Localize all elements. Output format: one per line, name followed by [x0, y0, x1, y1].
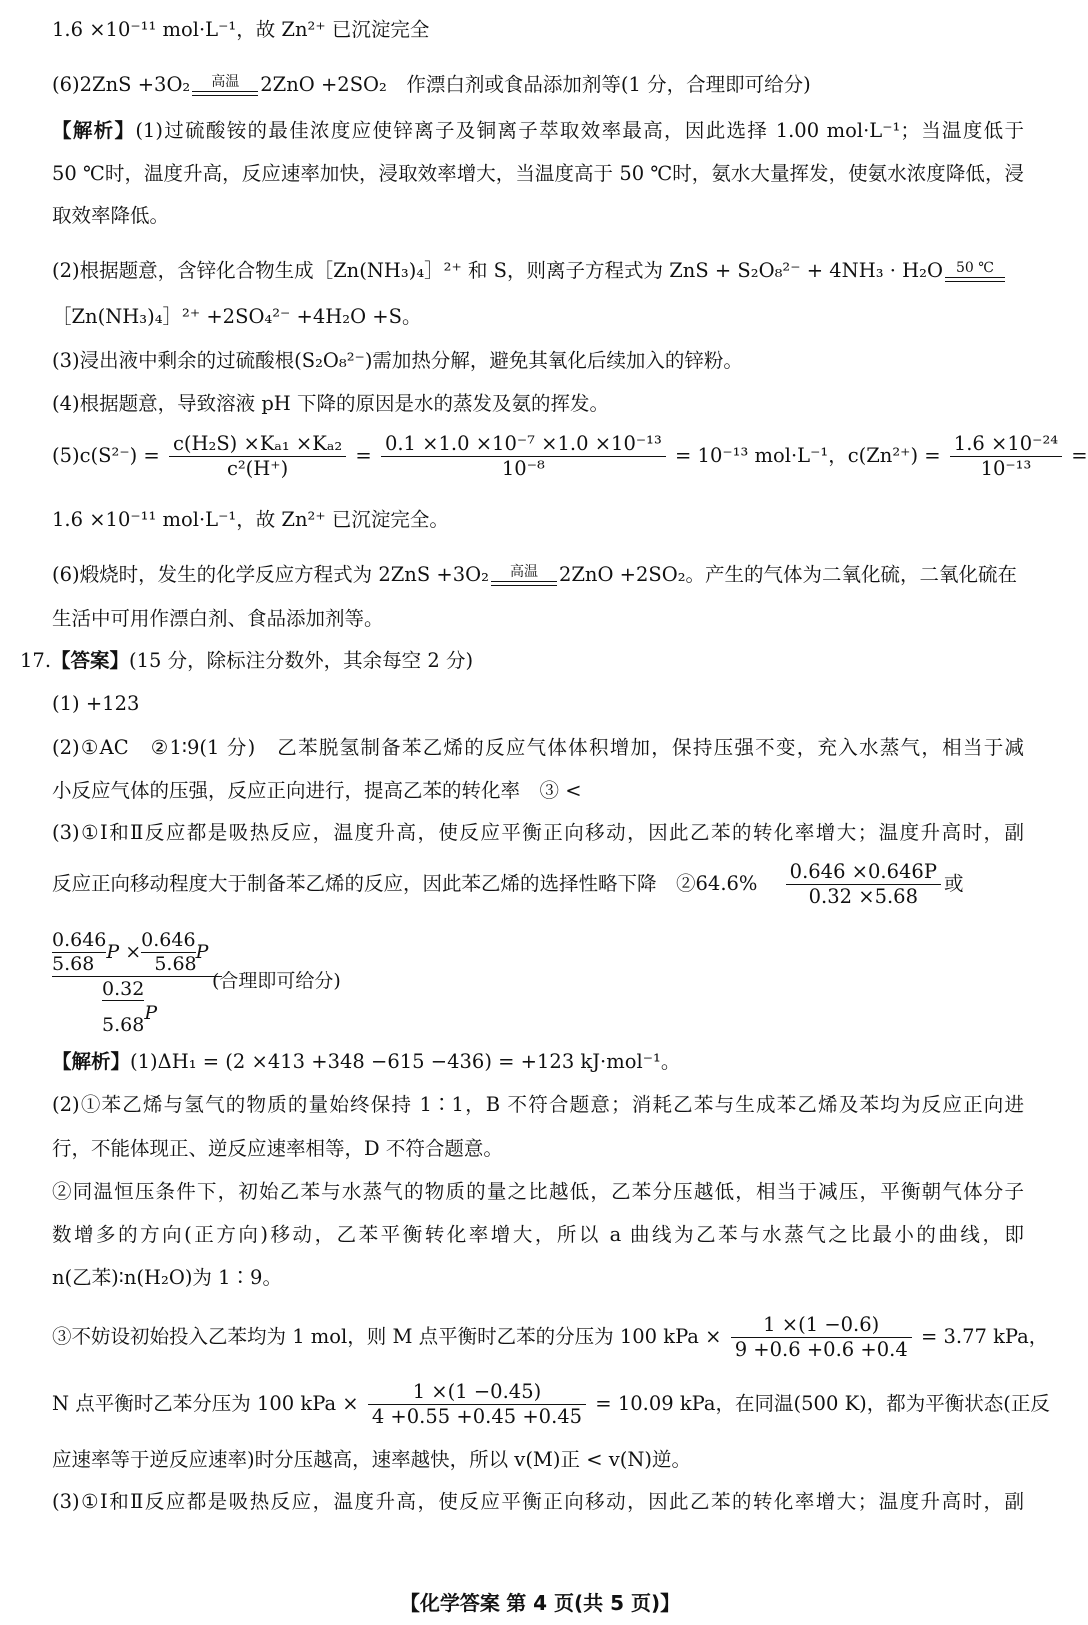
text-line: (3)浸出液中剩余的过硫酸根(S₂O₈²⁻)需加热分解，避免其氧化后续加入的锌粉。	[52, 349, 743, 372]
compound-fraction: 0.646P ×0.646P 5.68 5.68 0.32 5.68P (合理即可给分)	[52, 929, 341, 1036]
equation-line: (2)根据题意，含锌化合物生成［Zn(NH₃)₄］²⁺ 和 S，则离子方程式为 ZnS + S₂O₈²⁻ + 4NH₃ · H₂O 50 ℃	[52, 256, 1024, 286]
text-line: (2)①苯乙烯与氢气的物质的量始终保持 1∶1，B 不符合题意；消耗乙苯与生成苯乙烯及苯均为反应正向进	[52, 1093, 1024, 1116]
page-footer	[0, 1590, 1080, 1616]
text-line: 1.6 ×10⁻¹¹ mol·L⁻¹，故 Zn²⁺ 已沉淀完全。	[52, 508, 449, 531]
fraction: $\frac{1 \times(1 -0.45)}{4 +0.55 +0.45 +0.45}$	[368, 1380, 586, 1429]
equation-left: (6)2ZnS +3O₂	[52, 73, 191, 96]
text-line: 1.6 ×10⁻¹¹ mol·L⁻¹，故 Zn²⁺ 已沉淀完全	[52, 18, 430, 41]
text-line: 取效率降低。	[52, 204, 170, 227]
text-line: (1) +123	[52, 692, 140, 715]
note: (合理即可给分)	[212, 970, 341, 992]
text-line: (4)根据题意，导致溶液 pH 下降的原因是水的蒸发及氨的挥发。	[52, 392, 610, 415]
text-line: 50 ℃时，温度升高，反应速率加快，浸取效率增大，当温度高于 50 ℃时，氨水大量挥发，使氨水浓度降低，浸	[52, 162, 1024, 185]
reaction-condition: 高温	[192, 75, 258, 96]
fraction: $\frac{0.646 \times 0.646P}{0.32 \times 5.68}$	[786, 860, 941, 909]
formula-line: ③不妨设初始投入乙苯均为 1 mol，则 M 点平衡时乙苯的分压为 100 kPa × $\frac{1 \times(1 -0.6)}{9 +0.6 +0.6 +0.4}$ = 3.77 kPa，	[52, 1313, 1049, 1361]
fraction: $\frac{\text{c(H₂S) ×Kₐ₁ ×Kₐ₂}}{\text{c²(H⁺)}}$	[169, 432, 346, 481]
text-line: 小反应气体的压强，反应正向进行，提高乙苯的转化率 ③ <	[52, 779, 582, 802]
text-line: (3)①Ⅰ和Ⅱ反应都是吸热反应，温度升高，使反应平衡正向移动，因此乙苯的转化率增大；温度升高时，副	[52, 1490, 1024, 1513]
text-line: 生活中可用作漂白剂、食品添加剂等。	[52, 607, 384, 630]
page-number: 第 4 页(共 5 页)】	[506, 1591, 681, 1615]
text-line: 应速率等于逆反应速率)时分压越高，速率越快，所以 v(M)正 < v(N)逆。	[52, 1448, 692, 1471]
analysis-tag: 【解析】	[52, 1050, 131, 1073]
question-number: 17.	[20, 649, 52, 672]
footer-title: 【化学答案	[399, 1591, 500, 1615]
text-line: (2)①AC ②1∶9(1 分) 乙苯脱氢制备苯乙烯的反应气体体积增加，保持压强不变，充入水蒸气，相当于减	[52, 736, 1024, 759]
text-line: ②同温恒压条件下，初始乙苯与水蒸气的物质的量之比越低，乙苯分压越低，相当于减压，平衡朝气体分子	[52, 1180, 1024, 1203]
text-line: 【解析】(1)ΔH₁ = (2 ×413 +348 −615 −436) = +123 kJ·mol⁻¹。	[52, 1050, 681, 1073]
text-line: 【解析】(1)过硫酸铵的最佳浓度应使锌离子及铜离子萃取效率最高，因此选择 1.00 mol·L⁻¹；当温度低于	[52, 119, 1024, 142]
answer-tag: 【答案】	[51, 649, 130, 672]
text-line: 数增多的方向(正方向)移动，乙苯平衡转化率增大，所以 a 曲线为乙苯与水蒸气之比最小的曲线，即	[52, 1223, 1024, 1246]
fraction: $\frac{\text{0.1 ×1.0 ×10⁻⁷ ×1.0 ×10⁻¹³}}{\text{10⁻⁸}}$	[381, 432, 666, 481]
formula-line: (5)c(S²⁻) = $\frac{\text{c(H₂S) ×Kₐ₁ ×Kₐ₂}}{\text{c²(H⁺)}}$ = $\frac{\text{0.1 ×1.0 ×10⁻⁷ ×1.0 ×10⁻¹³}}{\text{10⁻⁸}}$ = 10⁻¹³ mol·L⁻¹，c(Zn²⁺) = $\frac{\text{1.6 ×10⁻²⁴}}{\text{10⁻¹³}}$ =	[52, 432, 1088, 480]
fraction: $\frac{\text{1.6 ×10⁻²⁴}}{\text{10⁻¹³}}$	[950, 432, 1062, 481]
analysis-tag: 【解析】	[52, 119, 136, 142]
equation-line	[52, 70, 1024, 100]
text-line: ［Zn(NH₃)₄］²⁺ +2SO₄²⁻ +4H₂O +S。	[52, 305, 422, 328]
text-line: 行，不能体现正、逆反应速率相等，D 不符合题意。	[52, 1137, 503, 1160]
reaction-condition: 50 ℃	[945, 261, 1005, 282]
formula-line: 反应正向移动程度大于制备苯乙烯的反应，因此苯乙烯的选择性略下降 ②64.6% $\frac{0.646 \times 0.646P}{0.32 \times 5.68}$ 或	[52, 860, 964, 908]
text-line: n(乙苯)∶n(H₂O)为 1∶9。	[52, 1266, 282, 1289]
question-header: 17.【答案】(15 分，除标注分数外，其余每空 2 分)	[20, 649, 474, 672]
reaction-condition: 高温	[491, 565, 557, 586]
equation-right: 2ZnO +2SO₂ 作漂白剂或食品添加剂等(1 分，合理即可给分)	[260, 73, 811, 96]
formula-line: N 点平衡时乙苯分压为 100 kPa × $\frac{1 \times(1 -0.45)}{4 +0.55 +0.45 +0.45}$ = 10.09 kPa，在同温(500 K)，都为平衡状态(正反	[52, 1380, 1050, 1428]
fraction: $\frac{1 \times(1 -0.6)}{9 +0.6 +0.6 +0.4}$	[731, 1313, 912, 1362]
equation-line: (6)煅烧时，发生的化学反应方程式为 2ZnS +3O₂ 高温 2ZnO +2SO₂。产生的气体为二氧化硫，二氧化硫在	[52, 563, 1018, 586]
text-line: (3)①Ⅰ和Ⅱ反应都是吸热反应，温度升高，使反应平衡正向移动，因此乙苯的转化率增大；温度升高时，副	[52, 821, 1024, 844]
